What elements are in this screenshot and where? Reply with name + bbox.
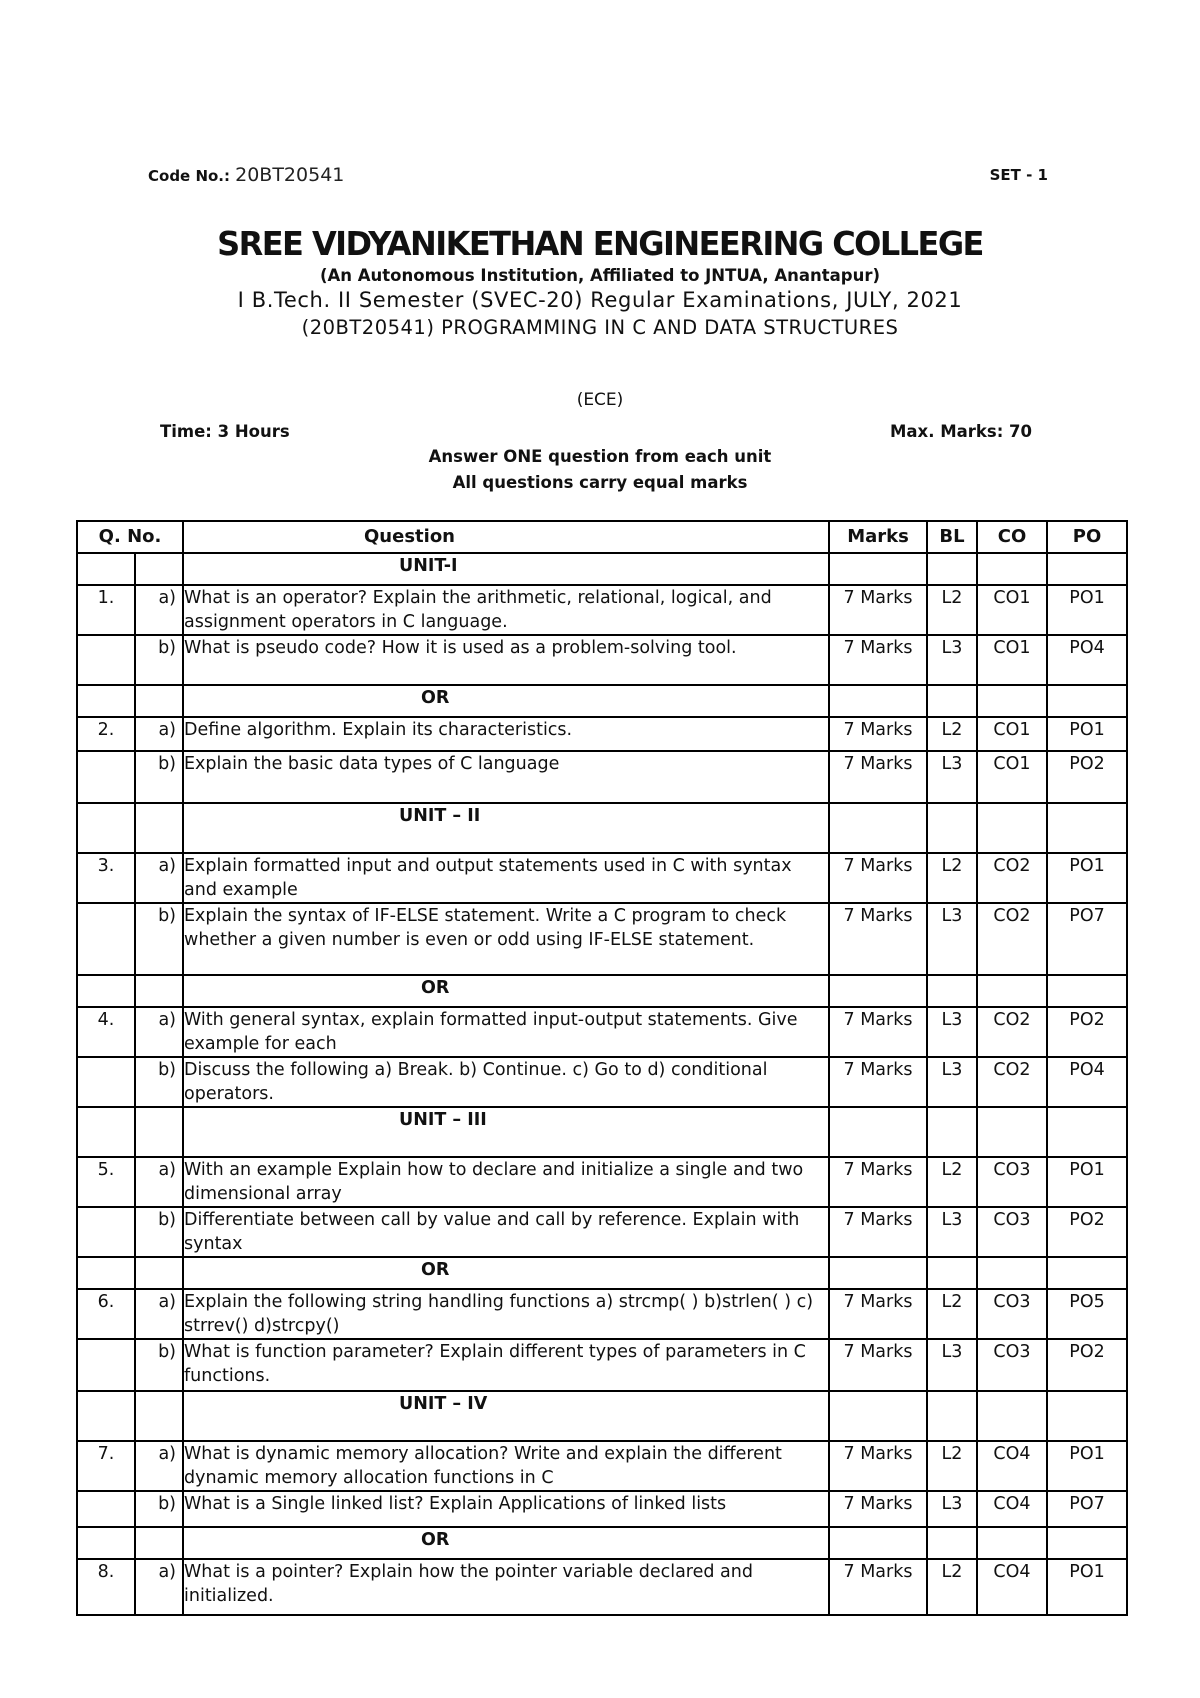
question-text: With an example Explain how to declare and initialize a single and two dimensional array [183,1157,829,1207]
question-bl: L3 [927,751,977,803]
affiliation: (An Autonomous Institution, Affiliated to JNTUA, Anantapur) [319,266,881,285]
empty-cell [977,1257,1047,1289]
question-sub: a) [135,1441,183,1491]
question-number: 1. [77,585,135,635]
question-bl: L2 [927,853,977,903]
question-po: PO5 [1047,1289,1127,1339]
empty-cell [135,803,183,853]
question-bl: L2 [927,585,977,635]
question-row [77,717,1127,751]
unit-label: UNIT – III [183,1107,829,1157]
empty-cell [977,1391,1047,1441]
header-co: CO [977,521,1047,553]
empty-cell [77,553,135,585]
question-po: PO1 [1047,585,1127,635]
question-sub: a) [135,1559,183,1615]
empty-cell [77,1107,135,1157]
question-number [77,1057,135,1107]
question-number [77,1207,135,1257]
empty-cell [135,975,183,1007]
question-text: Explain the syntax of IF-ELSE statement. Write a C program to check whether a given number is even or odd using IF-ELSE statement. [183,903,829,975]
header-question: Question [183,521,829,553]
empty-cell [977,685,1047,717]
question-text: Define algorithm. Explain its characteristics. [183,717,829,751]
question-sub: b) [135,1491,183,1527]
question-number: 7. [77,1441,135,1491]
question-sub: a) [135,1007,183,1057]
question-text: Discuss the following a) Break. b) Continue. c) Go to d) conditional operators. [183,1057,829,1107]
question-bl: L3 [927,635,977,685]
header-po: PO [1047,521,1127,553]
question-sub: b) [135,1057,183,1107]
question-po: PO2 [1047,1207,1127,1257]
instruction-1: Answer ONE question from each unit [428,447,772,466]
empty-cell [829,1391,927,1441]
question-po: PO2 [1047,1007,1127,1057]
question-marks: 7 Marks [829,1057,927,1107]
empty-cell [1047,803,1127,853]
empty-cell [77,685,135,717]
or-row [77,685,1127,717]
question-sub: a) [135,717,183,751]
question-text: With general syntax, explain formatted input-output statements. Give example for each [183,1007,829,1057]
table-header-row [77,521,1127,553]
empty-cell [927,1391,977,1441]
question-marks: 7 Marks [829,1339,927,1391]
question-marks: 7 Marks [829,1157,927,1207]
question-text: What is dynamic memory allocation? Write and explain the different dynamic memory allocation functions in C [183,1441,829,1491]
empty-cell [1047,975,1127,1007]
empty-cell [135,1257,183,1289]
question-marks: 7 Marks [829,1289,927,1339]
question-bl: L3 [927,1207,977,1257]
unit-label: UNIT – IV [183,1391,829,1441]
empty-cell [135,1527,183,1559]
set-label: SET - 1 [989,166,1048,184]
question-bl: L2 [927,1559,977,1615]
question-marks: 7 Marks [829,585,927,635]
question-co: CO3 [977,1207,1047,1257]
question-row [77,1289,1127,1339]
question-sub: a) [135,1157,183,1207]
question-row [77,1339,1127,1391]
question-row [77,635,1127,685]
empty-cell [135,1107,183,1157]
question-marks: 7 Marks [829,1207,927,1257]
question-co: CO3 [977,1289,1047,1339]
unit-row [77,1391,1127,1441]
question-po: PO4 [1047,1057,1127,1107]
question-bl: L2 [927,1441,977,1491]
empty-cell [135,685,183,717]
question-po: PO1 [1047,1441,1127,1491]
unit-row [77,1107,1127,1157]
question-row [77,1491,1127,1527]
question-row [77,853,1127,903]
empty-cell [77,803,135,853]
header-marks: Marks [829,521,927,553]
empty-cell [77,975,135,1007]
question-text: What is function parameter? Explain different types of parameters in C functions. [183,1339,829,1391]
question-sub: a) [135,853,183,903]
empty-cell [927,1527,977,1559]
question-number [77,1339,135,1391]
question-sub: b) [135,635,183,685]
question-number: 8. [77,1559,135,1615]
question-bl: L3 [927,1057,977,1107]
question-sub: a) [135,585,183,635]
question-marks: 7 Marks [829,1491,927,1527]
empty-cell [927,1257,977,1289]
or-row [77,975,1127,1007]
question-text: Explain the following string handling functions a) strcmp( ) b)strlen( ) c) strrev() d)strcpy() [183,1289,829,1339]
empty-cell [829,1107,927,1157]
question-po: PO1 [1047,853,1127,903]
or-row [77,1257,1127,1289]
empty-cell [1047,1527,1127,1559]
or-row [77,1527,1127,1559]
empty-cell [77,1257,135,1289]
question-number: 4. [77,1007,135,1057]
empty-cell [927,1107,977,1157]
instruction-2: All questions carry equal marks [452,473,748,492]
header-bl: BL [927,521,977,553]
question-text: Explain formatted input and output statements used in C with syntax and example [183,853,829,903]
question-po: PO7 [1047,903,1127,975]
question-row [77,1441,1127,1491]
question-text: What is an operator? Explain the arithmetic, relational, logical, and assignment operators in C language. [183,585,829,635]
question-row [77,1559,1127,1615]
question-number [77,635,135,685]
question-bl: L3 [927,903,977,975]
empty-cell [927,975,977,1007]
exam-title: I B.Tech. II Semester (SVEC-20) Regular Examinations, JULY, 2021 [237,288,963,312]
question-marks: 7 Marks [829,853,927,903]
question-table [76,520,1128,1616]
time-label: Time: 3 Hours [160,422,290,441]
empty-cell [1047,685,1127,717]
empty-cell [977,553,1047,585]
question-po: PO1 [1047,1559,1127,1615]
question-row [77,1207,1127,1257]
empty-cell [135,553,183,585]
college-name: SREE VIDYANIKETHAN ENGINEERING COLLEGE [217,224,983,263]
question-bl: L3 [927,1491,977,1527]
empty-cell [77,1391,135,1441]
question-number: 6. [77,1289,135,1339]
unit-row [77,553,1127,585]
question-sub: a) [135,1289,183,1339]
question-co: CO2 [977,853,1047,903]
question-sub: b) [135,903,183,975]
question-co: CO1 [977,585,1047,635]
question-sub: b) [135,751,183,803]
empty-cell [1047,553,1127,585]
question-bl: L2 [927,717,977,751]
question-co: CO1 [977,717,1047,751]
empty-cell [829,975,927,1007]
question-po: PO1 [1047,717,1127,751]
question-co: CO1 [977,751,1047,803]
question-number: 2. [77,717,135,751]
question-marks: 7 Marks [829,903,927,975]
question-co: CO1 [977,635,1047,685]
question-text: Explain the basic data types of C language [183,751,829,803]
question-sub: b) [135,1207,183,1257]
question-co: CO3 [977,1157,1047,1207]
question-sub: b) [135,1339,183,1391]
code-label: Code No.: [148,167,231,185]
unit-label: UNIT – II [183,803,829,853]
empty-cell [1047,1107,1127,1157]
question-number [77,751,135,803]
question-number: 3. [77,853,135,903]
question-co: CO4 [977,1441,1047,1491]
question-bl: L3 [927,1339,977,1391]
empty-cell [1047,1257,1127,1289]
unit-label: UNIT-I [183,553,829,585]
question-marks: 7 Marks [829,1559,927,1615]
question-number: 5. [77,1157,135,1207]
question-text: What is a pointer? Explain how the pointer variable declared and initialized. [183,1559,829,1615]
question-co: CO4 [977,1491,1047,1527]
or-label: OR [183,1527,829,1559]
question-number [77,1491,135,1527]
question-text: What is pseudo code? How it is used as a problem-solving tool. [183,635,829,685]
branch: (ECE) [576,390,624,410]
question-marks: 7 Marks [829,717,927,751]
question-row [77,1157,1127,1207]
empty-cell [829,1527,927,1559]
question-row [77,903,1127,975]
question-text: Differentiate between call by value and call by reference. Explain with syntax [183,1207,829,1257]
question-number [77,903,135,975]
empty-cell [977,1107,1047,1157]
empty-cell [829,685,927,717]
or-label: OR [183,1257,829,1289]
question-marks: 7 Marks [829,635,927,685]
question-po: PO7 [1047,1491,1127,1527]
empty-cell [977,1527,1047,1559]
max-marks-label: Max. Marks: 70 [890,422,1032,441]
question-row [77,751,1127,803]
question-po: PO2 [1047,1339,1127,1391]
empty-cell [829,803,927,853]
question-co: CO4 [977,1559,1047,1615]
unit-row [77,803,1127,853]
question-co: CO2 [977,1007,1047,1057]
question-text: What is a Single linked list? Explain Applications of linked lists [183,1491,829,1527]
question-co: CO3 [977,1339,1047,1391]
empty-cell [829,1257,927,1289]
empty-cell [977,803,1047,853]
empty-cell [977,975,1047,1007]
code-value: 20BT20541 [235,164,345,186]
header-qno: Q. No. [77,521,183,553]
question-marks: 7 Marks [829,1441,927,1491]
question-bl: L2 [927,1157,977,1207]
or-label: OR [183,975,829,1007]
question-bl: L2 [927,1289,977,1339]
question-po: PO4 [1047,635,1127,685]
empty-cell [927,803,977,853]
empty-cell [1047,1391,1127,1441]
empty-cell [829,553,927,585]
question-row [77,1057,1127,1107]
question-row [77,1007,1127,1057]
empty-cell [77,1527,135,1559]
or-label: OR [183,685,829,717]
question-marks: 7 Marks [829,1007,927,1057]
question-co: CO2 [977,903,1047,975]
empty-cell [135,1391,183,1441]
question-po: PO2 [1047,751,1127,803]
question-bl: L3 [927,1007,977,1057]
subject-title: (20BT20541) PROGRAMMING IN C AND DATA STRUCTURES [301,316,899,339]
code-line [148,164,1048,188]
empty-cell [927,553,977,585]
question-marks: 7 Marks [829,751,927,803]
question-po: PO1 [1047,1157,1127,1207]
empty-cell [927,685,977,717]
question-co: CO2 [977,1057,1047,1107]
question-row [77,585,1127,635]
